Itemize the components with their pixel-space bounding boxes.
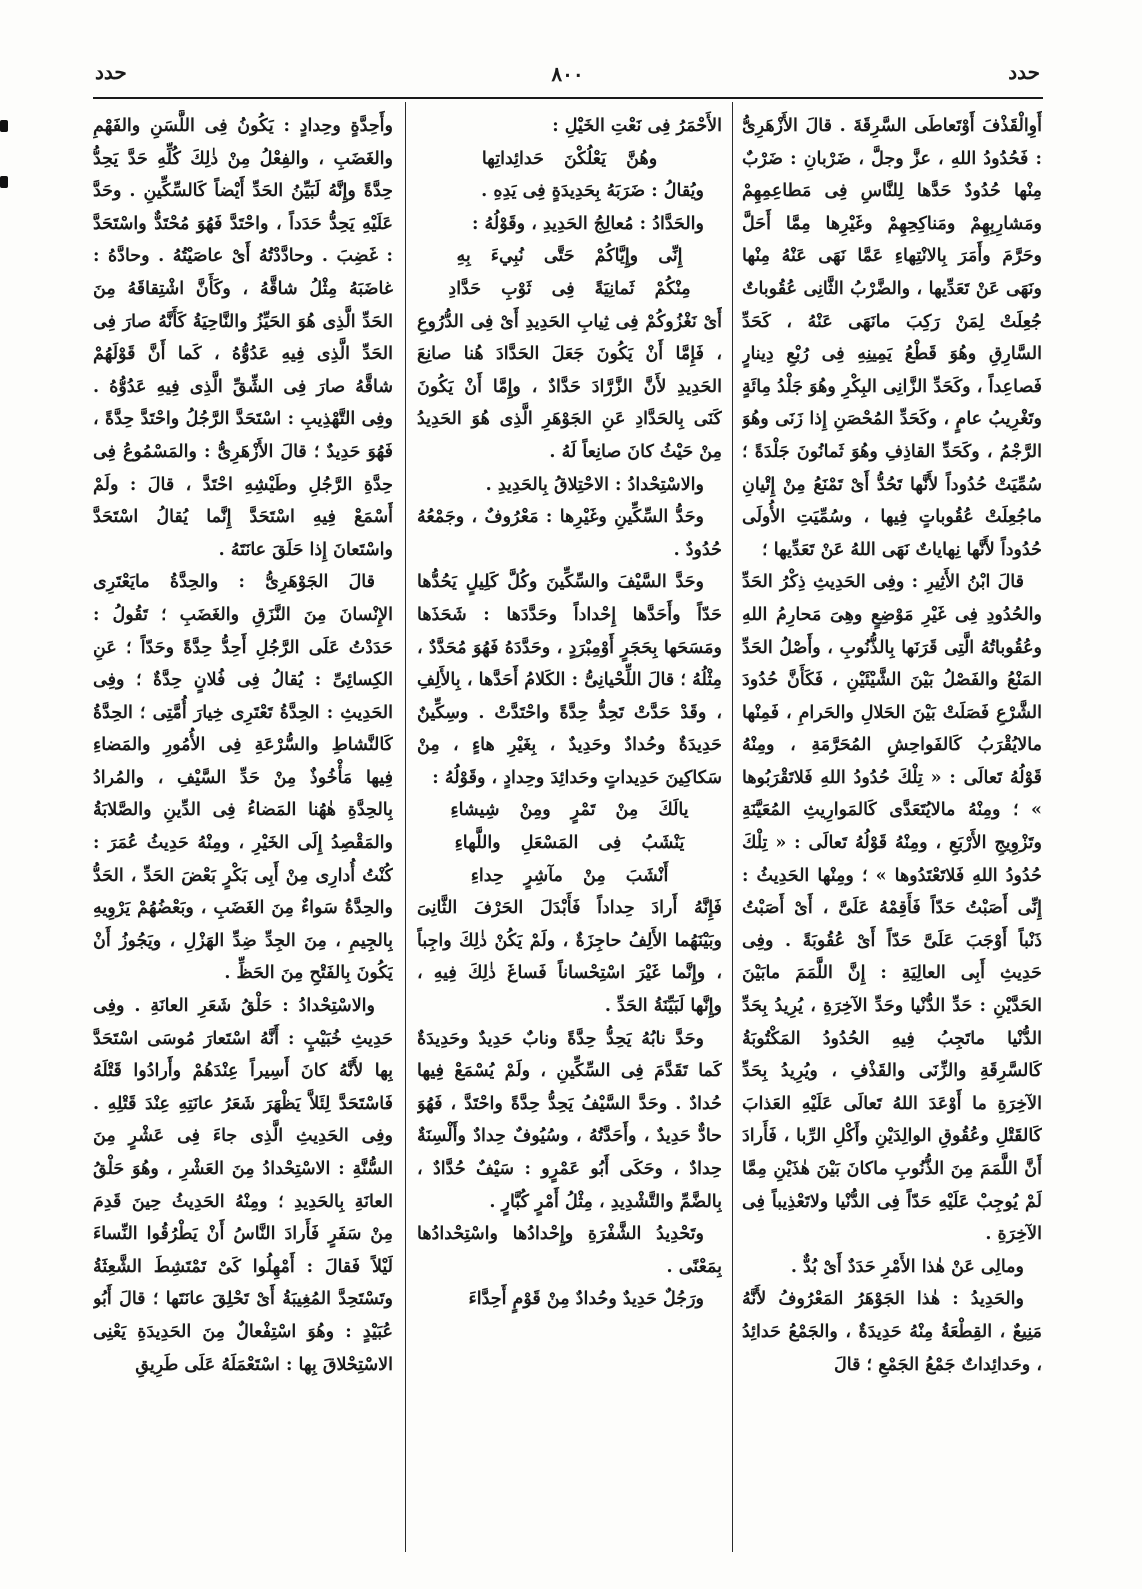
column-divider <box>732 102 733 1552</box>
text-column-middle <box>417 110 722 1550</box>
paragraph: والحَدِيدُ : هٰذا الجَوْهَرُ المَعْرُوفُ لأَنَّهُ مَنِيعٌ ، القِطْعَةُ مِنْهُ حَدِيدَةٌ ، والجَمْعُ حَدائِدُ ، وحَدائِداتٌ جَمْعُ الجَمْعِ ؛ قالَ <box>742 1289 1042 1375</box>
column-divider <box>405 102 406 1552</box>
paragraph: ويُقالُ : ضَرَبَهُ بِحَدِيدَةٍ فِى يَدِهِ . <box>481 181 704 202</box>
paragraph: ومالِى عَنْ هٰذا الأَمْرِ حَدَدٌ أَىْ بُدٌّ . <box>790 1256 1024 1277</box>
page-number: ٨٠٠ <box>551 62 584 86</box>
paragraph: أَوِالْقَذْفَ أَوْتَعاطَى السَّرِقَةَ . قالَ الأَزْهَرِىُّ : فَحُدُودُ اللهِ ، عزَّ وجلَّ ، ضَرْبانِ : ضَرْبٌ مِنْها حُدُودٌ حَدَّها لِلنَّاسِ فِى مَطاعِمِهِمْ ومَشارِبِهِمْ ومَناكِحِهِمْ وغَيْرِها مِمَّا أَحَلَّ وحَرَّمَ وأَمَرَ بِالانْتِهاءِ عَمَّا نَهَى عَنْهُ مِنْها ونَهَى عَنْ تَعَدِّيها ، والضَّرْبُ الثَّانِى عُقُوباتٌ جُعِلَتْ لِمَنْ رَكِبَ مانَهَى عَنْهُ ، كَحَدِّ السَّارِقِ وهُوَ قَطْعُ يَمِينِهِ فِى رُبْعِ دِينارٍ فَصاعِداً ، وكَحَدِّ الزَّانِى البِكْرِ وهُوَ جَلْدُ مِائَةٍ وتَغْرِيبُ عامٍ ، وكَحَدِّ المُحْصَنِ إِذا زَنَى وهُوَ الرَّجْمُ ، وكَحَدِّ القاذِفِ وهُوَ ثَمانُونَ جَلْدَةً ؛ سُمِّيَتْ حُدُوداً لأَنَّها تَحُدُّ أَىْ تَمْنَعُ مِنْ إِتْيانِ ماجُعِلَتْ عُقُوباتٍ فِيها ، وسُمِّيَتِ الأُولَى حُدُوداً لأَنَّها نِهاياتٌ نَهَى اللهُ عَنْ تَعَدِّيها ؛ <box>742 116 1042 560</box>
page-header <box>95 60 1040 90</box>
paragraph: فَإِنَّهُ أَرادَ حِداداً فَأَبْدَلَ الحَرْفَ الثَّانِىَ وبَيْنَهُما الأَلِفُ حاجِزَةٌ ، ولَمْ يَكُنْ ذٰلِكَ واجِباً ، وإِنَّما غَيْرَ اسْتِحْساناً فَساغَ ذٰلِكَ فِيهِ ، وإِنَّها لَبَيِّنَةُ الحَدِّ . <box>417 898 722 1017</box>
paragraph: والحَدَّادُ : مُعالِجُ الحَدِيدِ ، وقَوْلُهُ : <box>472 213 704 234</box>
paragraph: وحَدَّ نابُهُ يَحِدُّ حِدَّةً ونابٌ حَدِيدٌ وحَدِيدَةٌ كَما تَقَدَّمَ فِى السِّكِّينِ ، ولَمْ يُسْمَعْ فِيها حُدادٌ . وحَدَّ السَّيْفُ يَحِدُّ حِدَّةً واحْتَدَّ ، فَهُوَ حادٌّ حَدِيدٌ ، وأَحَدَّتُهُ ، وسُيُوفٌ حِدادٌ وأَلْسِنَةٌ حِدادٌ ، وحَكَى أَبُو عَمْرٍو : سَيْفٌ حُدَّادٌ ، بِالضَّمِّ والتَّشْدِيدِ ، مِثْلُ أَمْرٍ كُبَّارٍ . <box>417 1028 722 1212</box>
header-root-word-left: حدد <box>95 60 127 84</box>
text-column-left <box>93 110 393 1550</box>
paragraph: قالَ الجَوْهَرِىُّ : والحِدَّةُ مايَعْتَرِى الإِنْسانَ مِنَ النَّزَقِ والغَضَبِ ؛ تَقُولُ : حَدَدْتُ عَلَى الرَّجُلِ أَحِدُّ حِدَّةً وحَدّاً ؛ عَنِ الكِسائِىِّ : يُقالُ فِى فُلانٍ حِدَّةٌ ؛ وفِى الحَدِيثِ : الحِدَّةُ تَعْتَرِى خِيارَ أُمَّتِى ؛ الحِدَّةُ كَالنَّشاطِ والسُّرْعَةِ فِى الأُمُورِ والمَضاءِ فِيها مَأْخُوذٌ مِنْ حَدِّ السَّيْفِ ، والمُرادُ بِالحِدَّةِ هٰهُنا المَضاءُ فِى الدِّينِ والصَّلابَةُ والمَقْصِدُ إِلَى الخَيْرِ ، ومِنْهُ حَدِيثُ عُمَرَ : كُنْتُ أُدارِى مِنْ أَبِى بَكْرٍ بَعْضَ الحَدِّ ، الحَدُّ والحِدَّةُ سَواءٌ مِنَ الغَضَبِ ، وبَعْضُهُمْ يَرْوِيهِ بِالجِيمِ ، مِنَ الجِدِّ ضِدِّ الهَزْلِ ، ويَجُوزُ أَنْ يَكُونَ بِالفَتْحِ مِنَ الحَظِّ . <box>93 572 393 984</box>
paragraph: وأَحِدَّةٍ وحِدادٍ : يَكُونُ فِى اللَّسَنِ والفَهْمِ والغَضَبِ ، والفِعْلُ مِنْ ذٰلِكَ كُلِّهِ حَدَّ يَحِدُّ حِدَّةً وإِنَّهُ لَبَيِّنُ الحَدِّ أَيْضاً كَالسِّكِّينِ . وحَدَّ عَلَيْهِ يَحِدُّ حَدَداً ، واحْتَدَّ فَهُوَ مُحْتَدٌّ واسْتَحَدَّ : غَضِبَ . وحادَّدْتُهُ أَىْ عاصَيْتُهُ . وحادَّهُ : غاضَبَهُ مِثْلُ شاقَّهُ ، وكَأَنَّ اشْتِقاقَهُ مِنَ الحَدِّ الَّذِى هُوَ الحَيِّزُ والنَّاحِيَةُ كَأَنَّهُ صارَ فِى الحَدِّ الَّذِى فِيهِ عَدُوُّهُ ، كَما أَنَّ قَوْلَهُمْ شاقَّهُ صارَ فِى الشِّقِّ الَّذِى فِيهِ عَدُوُّهُ . وفِى التَّهْذِيبِ : اسْتَحَدَّ الرَّجُلُ واحْتَدَّ حِدَّةً ، فَهُوَ حَدِيدٌ ؛ قالَ الأَزْهَرِىُّ : والمَسْمُوعُ فِى حِدَّةِ الرَّجُلِ وطَيْشِهِ احْتَدَّ ، قالَ : ولَمْ أَسْمَعْ فِيهِ اسْتَحَدَّ إِنَّما يُقالُ اسْتَحَدَّ واسْتَعانَ إِذا حَلَقَ عانَتَهُ . <box>93 116 393 560</box>
paragraph: قالَ ابْنُ الأَثِيرِ : وفِى الحَدِيثِ ذِكْرُ الحَدِّ والحُدُودِ فِى غَيْرِ مَوْضِعٍ وهِىَ مَحارِمُ اللهِ وعُقُوباتُهُ الَّتِى قَرَنَها بِالذُّنُوبِ ، وأَصْلُ الحَدِّ المَنْعُ والفَصْلُ بَيْنَ الشَّيْئَيْنِ ، فَكَأَنَّ حُدُودَ الشَّرْعِ فَصَلَتْ بَيْنَ الحَلالِ والحَرامِ ، فَمِنْها مالايُقْرَبُ كَالفَواحِشِ المُحَرَّمَةِ ، ومِنْهُ قَوْلُهُ تَعالَى : « تِلْكَ حُدُودُ اللهِ فَلاتَقْرَبُوها » ؛ ومِنْهُ مالايُتَعَدَّى كَالمَوارِيثِ المُعَيَّنَةِ وتَزْوِيجِ الأَرْبَعِ ، ومِنْهُ قَوْلُهُ تَعالَى : « تِلْكَ حُدُودُ اللهِ فَلاتَعْتَدُوها » ؛ ومِنْها الحَدِيثُ : إِنِّى أَصَبْتُ حَدّاً فَأَقِمْهُ عَلَىَّ ، أَىْ أَصَبْتُ ذَنْباً أَوْجَبَ عَلَىَّ حَدّاً أَىْ عُقُوبَةً . وفِى حَدِيثِ أَبِى العالِيَةِ : إِنَّ اللَّمَمَ مابَيْنَ الحَدَّيْنِ : حَدِّ الدُّنْيا وحَدِّ الآخِرَةِ ، يُرِيدُ بِحَدِّ الدُّنْيا ماتَجِبُ فِيهِ الحُدُودُ المَكْتُوبَةُ كَالسَّرِقَةِ والزِّنَى والقَذْفِ ، ويُرِيدُ بِحَدِّ الآخِرَةِ ما أَوْعَدَ اللهُ تَعالَى عَلَيْهِ العَذابَ كَالقَتْلِ وعُقُوقِ الوالِدَيْنِ وأَكْلِ الرِّبا ، فَأَرادَ أَنَّ اللَّمَمَ مِنَ الذُّنُوبِ ماكانَ بَيْنَ هٰذَيْنِ مِمَّا لَمْ يُوجِبْ عَلَيْهِ حَدّاً فِى الدُّنْيا ولاتَعْذِيباً فِى الآخِرَةِ . <box>742 572 1042 1245</box>
scan-edge-mark <box>0 120 8 132</box>
paragraph: الأَحْمَرُ فِى نَعْتِ الخَيْلِ : <box>552 116 722 136</box>
verse-line: يَنْشَبُ فِى المَسْعَلِ واللَّهاءِ <box>454 833 685 854</box>
paragraph: وحَدُّ السِّكِّينِ وغَيْرِها : مَعْرُوفٌ ، وجَمْعُهُ حُدُودٌ . <box>417 507 722 560</box>
paragraph: أَىْ نَغْزُوكُمْ فِى ثِيابِ الحَدِيدِ أَىْ فِى الدُّرُوعِ ، فَإِمَّا أَنْ يَكُونَ جَعَلَ الحَدَّادَ هُنا صانِعَ الحَدِيدِ لأَنَّ الزَّرَّادَ حَدَّادٌ ، وإِمَّا أَنْ يَكُونَ كَنَى بِالحَدَّادِ عَنِ الجَوْهَرِ الَّذِى هُوَ الحَدِيدُ مِنْ حَيْثُ كانَ صانِعاً لَهُ . <box>417 311 722 462</box>
verse-line: مِنْكُمْ ثَمانِيَةً فِى ثَوْبِ حَدَّادِ <box>448 278 691 299</box>
verse-line: إِنِّى وإِيَّاكُمْ حَتَّى نُبِيءَ بِهِ <box>456 246 683 267</box>
paragraph: والاسْتِحْدادُ : حَلْقُ شَعَرِ العانَةِ . وفِى حَدِيثِ خُبَيْبٍ : أَنَّهُ اسْتَعارَ مُوسَى اسْتَحَدَّ بِها لأَنَّهُ كانَ أَسِيراً عِنْدَهُمْ وأَرادُوا قَتْلَهُ فَاسْتَحَدَّ لِئَلاَّ يَظْهَرَ شَعَرُ عانَتِهِ عِنْدَ قَتْلِهِ . وفِى الحَدِيثِ الَّذِى جاءَ فِى عَشْرٍ مِنَ السُّنَّةِ : الاسْتِحْدادُ مِنَ العَشْرِ ، وهُوَ حَلْقُ العانَةِ بِالحَدِيدِ ؛ ومِنْهُ الحَدِيثُ حِينَ قَدِمَ مِنْ سَفَرٍ فَأَرادَ النَّاسُ أَنْ يَطْرُقُوا النِّساءَ لَيْلاً فَقالَ : أَمْهِلُوا كَىْ تَمْتَشِطَ الشَّعِثَةُ وتَسْتَحِدَّ المُغِيبَةُ أَىْ تَحْلِقَ عانَتَها ؛ قالَ أَبُو عُبَيْدٍ : وهُوَ اسْتِفْعالٌ مِنَ الحَدِيدَةِ يَعْنِى الاسْتِحْلاقَ بِها : اسْتَعْمَلَهُ عَلَى طَرِيقِ <box>93 996 393 1375</box>
verse-line: وهُنَّ يَعْلُكْنَ حَدائِداتِها <box>481 148 658 169</box>
text-column-right <box>742 110 1042 1550</box>
scan-edge-mark <box>0 176 8 188</box>
header-root-word-right: حدد <box>1008 60 1040 84</box>
paragraph: والاسْتِحْدادُ : الاحْتِلاقُ بِالحَدِيدِ . <box>485 474 704 495</box>
verse-line: أَنْشَبَ مِنْ مآشِرٍ حِداءِ <box>470 865 669 886</box>
paragraph: وحَدَّ السَّيْفَ والسِّكِّينَ وكُلَّ كَلِيلٍ يَحُدُّها حَدّاً وأَحَدَّها إِحْداداً وحَدَّدَها : شَحَذَها ومَسَحَها بِحَجَرٍ أَوْمِبْرَدٍ ، وحَدَّدَهُ فَهُوَ مُحَدَّدٌ ، مِثْلُهُ ؛ قالَ اللِّحْيانِىُّ : الكَلامُ أَحَدَّها ، بِالأَلِفِ ، وقَدْ حَدَّتْ تَحِدُّ حِدَّةً واحْتَدَّتْ . وسِكِّينٌ حَدِيدَةٌ وحُدادٌ وحَدِيدٌ ، بِغَيْرِ هاءٍ ، مِنْ سَكاكِينَ حَدِيداتٍ وحَدائِدَ وحِدادٍ ، وقَوْلُهُ : <box>417 572 722 788</box>
header-rule <box>93 97 1043 99</box>
verse-line: يالَكَ مِنْ تَمْرٍ ومِنْ شِيشاءِ <box>450 800 689 821</box>
paragraph: وتَحْدِيدُ الشَّفْرَةِ وإِحْدادُها واسْتِحْدادُها بِمَعْنًى . <box>417 1224 722 1277</box>
paragraph: ورَجُلٌ حَدِيدٌ وحُدادٌ مِنْ قَوْمٍ أَحِدَّاءَ <box>468 1289 704 1310</box>
